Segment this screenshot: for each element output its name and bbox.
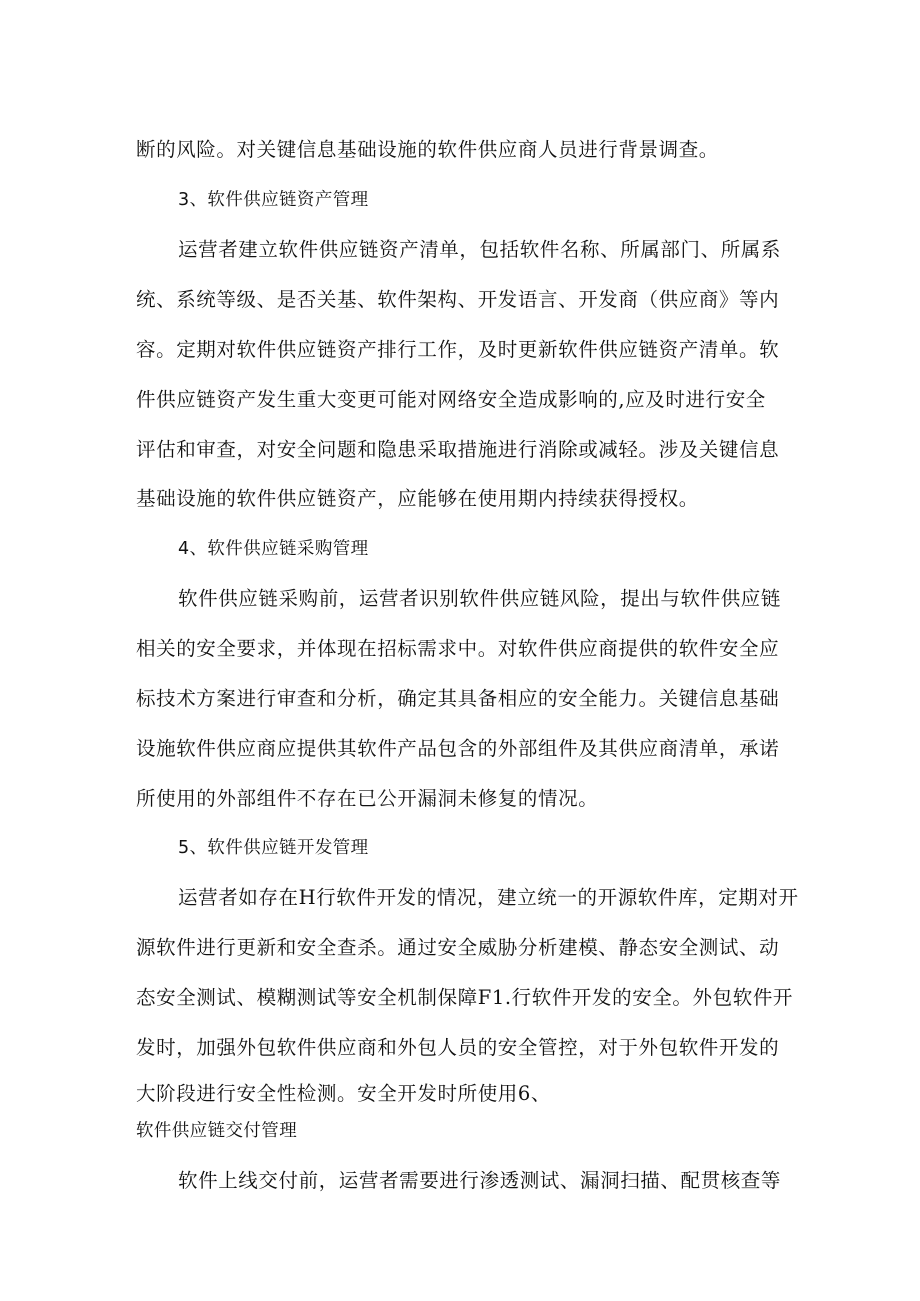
paragraph-line: 软件上线交付前，运营者需要进行渗透测试、漏洞扫描、配贯核查等: [178, 1169, 782, 1192]
paragraph-line: 态安全测试、模糊测试等安全机制保障F1.行软件开发的安全。外包软件开: [136, 986, 794, 1009]
paragraph-line: 统、系统等级、是否关基、软件架构、开发语言、开发商（供应商》等内: [136, 288, 780, 311]
section-heading-4: 4、软件供应链采购管理: [178, 539, 369, 559]
paragraph-line: 大阶段进行安全性检测。安全开发时所使用6、: [136, 1082, 552, 1105]
paragraph-line: 基础设施的软件供应链资产，应能够在使用期内持续获得授权。: [136, 487, 699, 510]
paragraph-line: 发时，加强外包软件供应商和外包人员的安全管控，对于外包软件开发的: [136, 1036, 780, 1059]
section-heading-5: 5、软件供应链开发管理: [178, 838, 369, 858]
paragraph-line: 标技术方案进行审查和分析，确定其具备相应的安全能力。关键信息基础: [136, 687, 780, 710]
paragraph-line: 软件供应链采购前，运营者识别软件供应链风险，提出与软件供应链: [178, 587, 782, 610]
section-heading-6: 软件供应链交付管理: [136, 1121, 298, 1141]
paragraph-line: 断的风险。对关键信息基础设施的软件供应商人员进行背景调查。: [136, 138, 719, 161]
paragraph-line: 所使用的外部组件不存在已公开漏洞未修复的情况。: [136, 787, 599, 810]
paragraph-line: 容。定期对软件供应链资产排行工作，及时更新软件供应链资产清单。软: [136, 338, 780, 361]
paragraph-line: 运营者如存在H行软件开发的情况，建立统一的开源软件库，定期对开: [178, 886, 799, 909]
paragraph-line: 件供应链资产发生重大变更可能对网络安全造成影响的,应及时进行安全: [136, 388, 766, 411]
section-heading-3: 3、软件供应链资产管理: [178, 190, 369, 210]
paragraph-line: 运营者建立软件供应链资产清单，包括软件名称、所属部门、所属系: [178, 238, 782, 261]
paragraph-line: 源软件进行更新和安全查杀。通过安全威胁分析建模、静态安全测试、动: [136, 936, 780, 959]
paragraph-line: 相关的安全要求，并体现在招标需求中。对软件供应商提供的软件安全应: [136, 637, 780, 660]
paragraph-line: 设施软件供应商应提供其软件产品包含的外部组件及其供应商清单，承诺: [136, 737, 780, 760]
paragraph-line: 评估和审查，对安全问题和隐患采取措施进行消除或减轻。涉及关键信息: [136, 438, 780, 461]
